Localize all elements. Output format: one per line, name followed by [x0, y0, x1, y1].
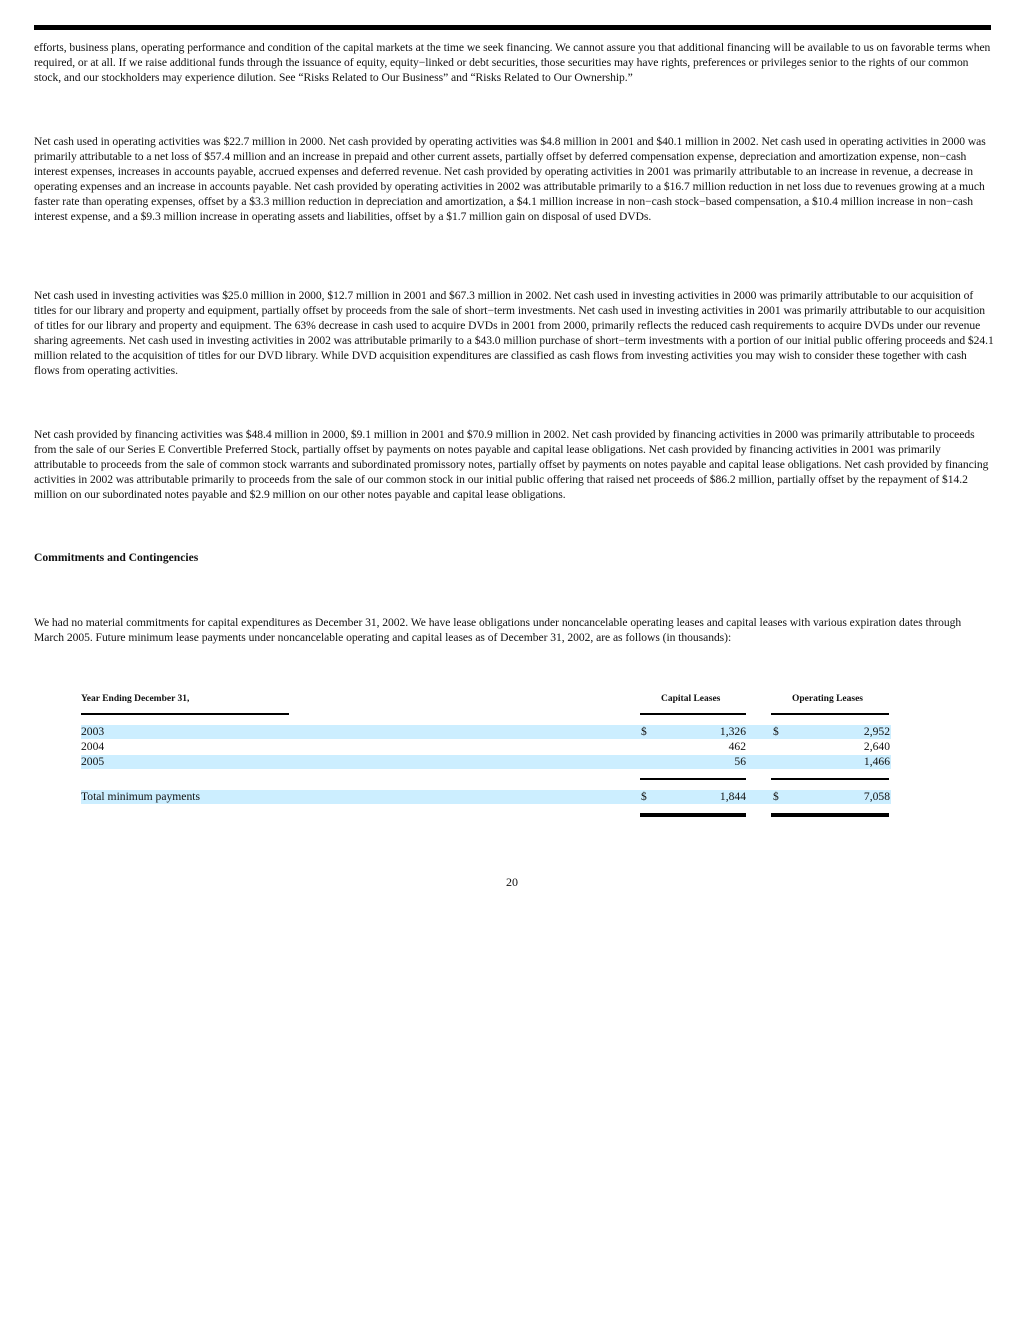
page-number: 20 [506, 875, 518, 889]
header-rule-operating [771, 713, 889, 715]
paragraph-financing-activities: Net cash provided by financing activities was $48.4 million in 2000, $9.1 million in 2001 and $70.9 million in 2002. Net cash provided by financing activities in 2000 was primarily attributable to proceeds from the sale of our Series E Convertible Preferred Stock, partially offset by payments on notes payable and capital lease obligations. Net cash provided by financing activities in 2001 was primarily attributable to proceeds from the sale of common stock warrants and subordinated promissory notes, partially offset by payments on notes payable and capital lease obligations. Net cash provided by financing activities in 2002 was attributable primarily to proceeds from the sale of our common stock in our initial public offering that raised net proceeds of $86.2 million, partially offset by the repayment of $14.2 million on our subordinated notes payable and $2.9 million on our other notes payable and capital lease obligations. [34, 428, 989, 502]
capital-currency: $ [641, 790, 647, 803]
capital-value: 462 [728, 740, 746, 753]
header-rule-capital [640, 713, 746, 715]
operating-currency: $ [773, 725, 779, 738]
operating-currency: $ [773, 790, 779, 803]
header-operating-leases: Operating Leases [792, 694, 863, 704]
total-double-rule-capital [640, 813, 746, 817]
total-double-rule-operating [771, 813, 889, 817]
section-heading-commitments: Commitments and Contingencies [34, 551, 199, 564]
operating-value: 1,466 [863, 755, 890, 768]
paragraph-commitments: We had no material commitments for capital expenditures as December 31, 2002. We have lease obligations under noncancelable operating leases and capital leases with various expiration dates through March 2005. Future minimum lease payments under noncancelable operating and capital leases as of December 31, 2002, are as follows (in thousands): [34, 616, 962, 645]
operating-total: 7,058 [863, 790, 890, 803]
capital-value: 1,326 [719, 725, 746, 738]
row-year: 2004 [81, 740, 105, 753]
capital-currency: $ [641, 725, 647, 738]
capital-value: 56 [734, 755, 746, 768]
row-year: 2005 [81, 755, 105, 768]
table-row [81, 755, 891, 769]
header-capital-leases: Capital Leases [661, 694, 721, 704]
operating-value: 2,640 [863, 740, 890, 753]
paragraph-investing-activities: Net cash used in investing activities was $25.0 million in 2000, $12.7 million in 2001 and $67.3 million in 2002. Net cash used in investing activities in 2000 was primarily attributable to our acquisition of titles for our library and property and equipment, partially offset by proceeds from the sale of short−term investments. Net cash used in investing activities in 2001 was primarily attributable to our acquisition of titles for our library and property and equipment. The 63% decrease in cash used to acquire DVDs in 2001 from 2000, primarily reflects the reduced cash requirements to acquire DVDs under our revenue sharing agreements. Net cash used in investing activities in 2002 was attributable primarily to a $43.0 million purchase of short−term investments with a portion of our initial public offering proceeds and $24.1 million related to the acquisition of titles for our DVD library. While DVD acquisition expenditures are classified as cash flows from investing activities you may wish to consider these together with cash flows from operating activities. [34, 289, 994, 378]
operating-value: 2,952 [863, 725, 890, 738]
paragraph-financing-risk: efforts, business plans, operating performance and condition of the capital markets at the time we seek financing. We cannot assure you that additional financing will be available to us on favorable terms when required, or at all. If we raise additional funds through the issuance of equity, equity−linked or debt securities, those securities may have rights, preferences or privileges senior to the rights of our common stock, and our stockholders may experience dilution. See “Risks Related to Our Business” and “Risks Related to Our Ownership.” [34, 41, 991, 85]
capital-total: 1,844 [719, 790, 746, 803]
row-year: 2003 [81, 725, 105, 738]
table-row [81, 725, 891, 739]
table-row [81, 740, 891, 754]
paragraph-operating-activities: Net cash used in operating activities was $22.7 million in 2000. Net cash provided by operating activities was $4.8 million in 2001 and $40.1 million in 2002. Net cash used in operating activities in 2000 was primarily attributable to a net loss of $57.4 million and an increase in prepaid and other current assets, partially offset by deferred compensation expense, depreciation and amortization expense, non−cash interest expenses, increases in accounts payable, accrued expenses and deferred revenue. Net cash provided by operating activities in 2001 was primarily attributable to an increase in revenue, a decrease in operating expenses and an increase in accounts payable. Net cash provided by operating activities in 2002 was attributable primarily to a $16.7 million reduction in net loss due to revenues growing at a much faster rate than operating expenses, offset by a $3.3 million reduction in depreciation and amortization, a $4.1 million increase in non−cash stock−based compensation, a $10.4 million increase in non−cash interest expense, and a $9.3 million increase in operating assets and liabilities, offset by a $1.7 million gain on disposal of used DVDs. [34, 135, 986, 224]
header-year: Year Ending December 31, [81, 694, 190, 704]
page-top-rule [34, 25, 991, 30]
table-row-total [81, 790, 891, 804]
total-label: Total minimum payments [81, 790, 200, 803]
subtotal-rule-operating [771, 778, 889, 780]
header-rule-year [81, 713, 289, 715]
subtotal-rule-capital [640, 778, 746, 780]
